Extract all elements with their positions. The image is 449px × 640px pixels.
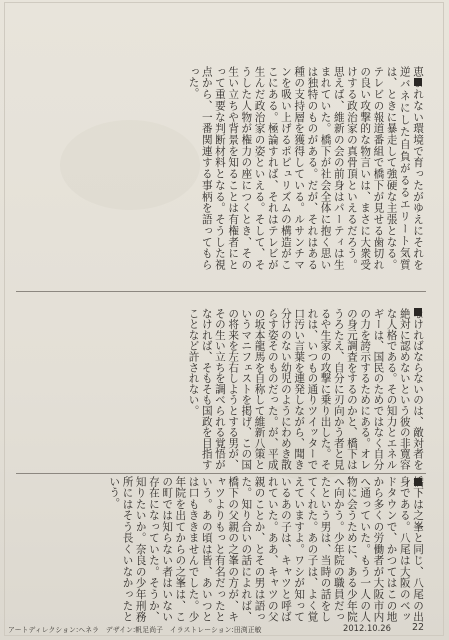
column-divider [16,473,426,474]
article-text-middle: なければならないのは、敵対者を絶対に認めないという彼の非寛容な人格である。その知力とエネルギーは、国民のためではなく自分の力を誇示するためにある。オレの身元調査をするのかと、橋下はうろたえ、自分に刃向かう者と見るや生家の攻撃に乗り出した。それは、いつもの通りツイッターで口汚い言葉を連発しながら、聞き分けのない幼児のようにわめき散らす姿そのものだった。が、平成の坂本龍馬を自称して維新八策というマニフェストを掲げ、この国の将来を左右しようとする男が、その生い立ちを調べられる覚悟がなければ、そもそも国政を目指すことなど許されない。 [187,308,424,470]
page-footer [0,622,449,640]
issue-date: 2012.10.26 [343,623,391,633]
column-divider [16,291,426,292]
credits-line: アートディレクション:ヘネラ デザイン:帆足尚子 イラストレーション:田渕正敏 [8,626,262,634]
article-text-bottom: 橋下は之峯と同じ、八尾の出身である。八尾は大阪のベッドタウンで、かつてはこの地から多くの労働者が大阪市内へ通っていた。もう一人の人物に会うために、ある少年院へ向かう。少年院の職員だったという男は、当時の話をしてくれた。あの子は、よく覚えていますよ。ワシが知っているあの子は、キャツと呼ばれていた。ああ、キャツの父親のことか、とその男は語った。知り合いの話によれば、橋下の父親の之峯の方が、キャツよりもっと有名だったという。あの頃は皆、あいつとは口もききませんでした。少年院を出てからの之峯は、この町では知らない者はいない存在になっていた。そうか、知りたいか。奈良の少年刑務所にはそう長くいなかったという。 [108,476,424,622]
article-text-top: 恵まれない環境で育ったがゆえにそれを逆バネにした自負がるるエリート気質は、ときに暴走して強硬な主張となる。テレビの報道番組で橋下が見せる歯切れの良い攻撃的な物言いは、まさに大衆受けする政治家の真骨頂といえるだろう。思えば、維新の会の前身はパーティは生まれていた。橋下が社会全体に抱く思いは独特のものがある。だが、それはある種の支持層を獲得している。ルサンチマンを吸い上げるポピュリズムの構造がここにある。極論すれば、それはテレビが生んだ政治家の姿といえる。そして、そうした人物が権力の座につくとき、その生い立ちや背景を知ることは有権者にとって重要な判断材料となる。そうした視点から、一番関連する事柄を語ってもらった。 [187,66,424,270]
page-number: 22 [412,622,425,633]
